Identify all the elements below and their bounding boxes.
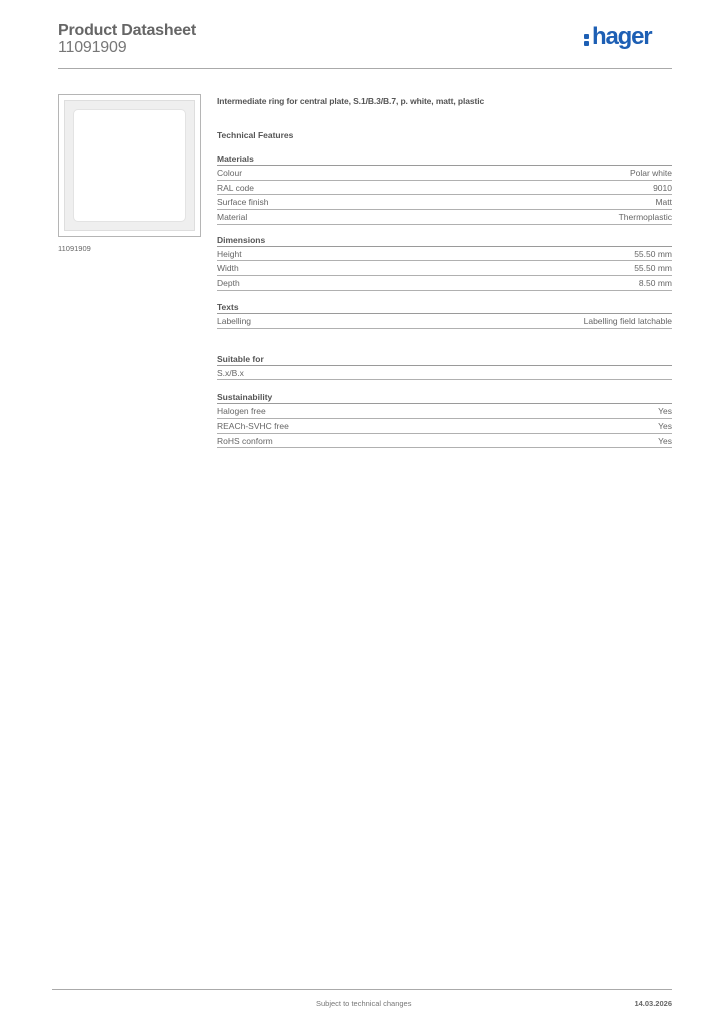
logo-wordmark: hager [592,23,652,50]
row-value: Polar white [629,168,672,178]
row-value: Labelling field latchable [583,315,672,326]
product-description: Intermediate ring for central plate, S.1/B.3/B.7, p. white, matt, plastic [217,96,485,106]
section-title: Materials [217,152,672,166]
table-row [217,434,672,449]
technical-features-heading: Technical Features [217,130,294,140]
row-label: Material [217,212,248,223]
section-title: Dimensions [217,233,672,247]
sustainability-section [217,390,672,448]
table-row [217,404,672,419]
table-row [217,247,672,262]
row-label: S.x/B.x [217,367,244,378]
footer-divider [52,989,672,990]
table-row [217,195,672,210]
row-label: Depth [217,278,240,289]
row-label: Surface finish [217,197,269,208]
image-caption: 11091909 [58,244,91,253]
table-row [217,276,672,291]
intermediate-ring-picture [64,100,195,231]
row-label: RoHS conform [217,435,273,446]
header [58,22,672,70]
header-divider [58,68,672,69]
section-title: Sustainability [217,390,672,404]
row-value: 55.50 mm [634,263,672,274]
technical-content [217,96,672,448]
dimensions-section [217,233,672,291]
row-label: Width [217,263,239,274]
table-row [217,166,672,181]
row-label: Halogen free [217,406,266,417]
row-value: 9010 [653,182,672,193]
table-row [217,210,672,225]
table-row [217,366,672,381]
row-value: 55.50 mm [634,248,672,259]
section-title: Texts [217,300,672,314]
row-label: Colour [217,168,243,178]
product-number: 11091909 [58,39,127,56]
row-label: RAL code [217,182,255,193]
texts-section [217,300,672,329]
table-row [217,419,672,434]
product-image [58,94,201,237]
row-value: Thermoplastic [618,212,672,223]
suitable-for-section [217,352,672,381]
footer-date: 14.03.2026 [634,999,672,1008]
table-row [217,181,672,196]
logo-colon-icon [582,26,591,48]
row-label: REACh-SVHC free [217,420,289,431]
row-value: Matt [655,197,672,208]
footer-note: Subject to technical changes [316,999,412,1008]
row-value: Yes [658,420,672,431]
row-value: Yes [658,406,672,417]
row-label: Height [217,248,242,259]
row-value: Yes [658,435,672,446]
row-value: 8.50 mm [638,278,672,289]
table-row [217,314,672,329]
row-label: Labelling [217,315,252,326]
materials-section [217,152,672,225]
page-title: Product Datasheet [58,22,196,39]
section-title: Suitable for [217,352,672,366]
hager-logo [582,23,672,52]
table-row [217,261,672,276]
